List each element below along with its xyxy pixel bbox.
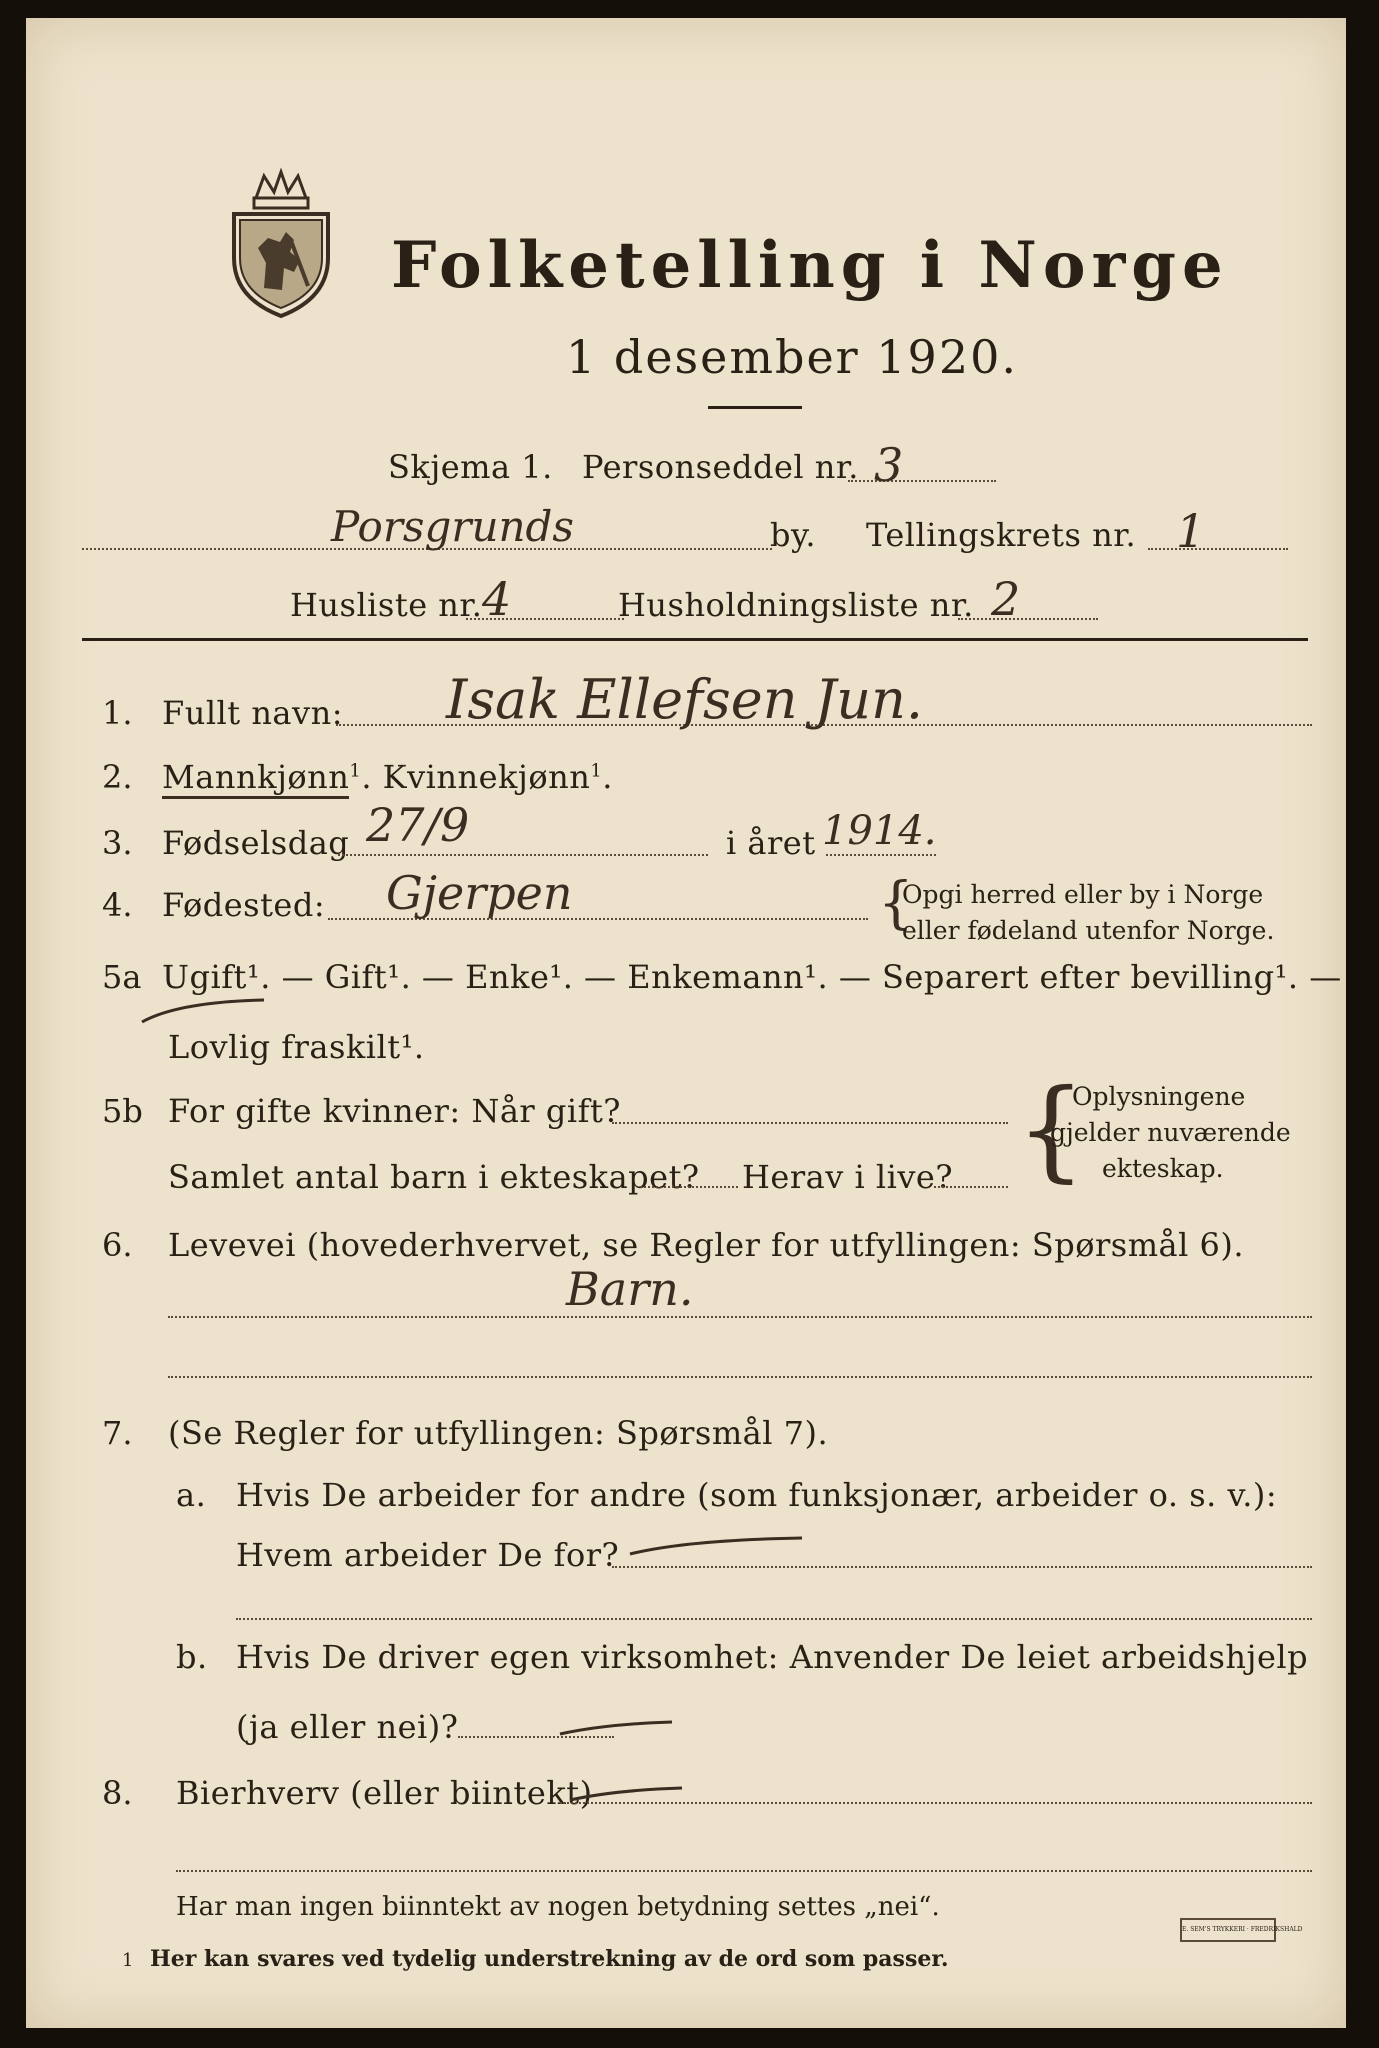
q7a-line2-extra [236, 1618, 1312, 1620]
q2-female-sup: 1 [590, 760, 603, 782]
q5a-number: 5a [102, 958, 142, 996]
census-form [26, 18, 1346, 2028]
q3-year-value: 1914. [822, 808, 937, 854]
q3-day-line [338, 854, 708, 856]
q4-note-line2: eller fødeland utenfor Norge. [902, 916, 1275, 945]
q4-value: Gjerpen [386, 866, 573, 920]
q1-label: Fullt navn: [162, 694, 343, 732]
q6-label: Levevei (hovederhvervet, se Regler for utfyllingen: Spørsmål 6). [168, 1226, 1245, 1264]
q5a-line1: Ugift¹. — Gift¹. — Enke¹. — Enkemann¹. — Separert efter bevilling¹. — [162, 958, 1342, 996]
q8-dash-mark [566, 1784, 686, 1804]
q5a-line2: Lovlig fraskilt¹. [168, 1028, 425, 1066]
husholdning-line [958, 618, 1098, 620]
q2-female-end: . [602, 758, 613, 796]
q7b-dash-mark [556, 1718, 676, 1738]
q2-male-option: Mannkjønn [162, 758, 349, 799]
q6-value: Barn. [566, 1262, 694, 1316]
q5b-note3: ekteskap. [1102, 1154, 1224, 1183]
footer-note: Har man ingen biinntekt av nogen betydning settes „nei“. [176, 1892, 940, 1922]
personseddel-value: 3 [874, 438, 904, 492]
q5b-line2b: Herav i live? [742, 1158, 954, 1196]
q8-number: 8. [102, 1774, 133, 1812]
footnote-text: Her kan svares ved tydelig understrekning av de ord som passer. [150, 1946, 949, 1972]
q4-brace: { [878, 871, 914, 936]
q5b-alive-line [934, 1186, 1008, 1188]
q2-male-sup: 1 [349, 760, 362, 782]
q5b-note1: Oplysningene [1072, 1082, 1246, 1111]
norwegian-coat-of-arms-icon [224, 168, 338, 318]
footnote-number: 1 [122, 1950, 134, 1971]
form-title: Folketelling i Norge [391, 228, 1229, 303]
q1-number: 1. [102, 694, 133, 732]
q4-note-line1: Opgi herred eller by i Norge [902, 880, 1264, 909]
q6-number: 6. [102, 1226, 133, 1264]
q8-label: Bierhverv (eller biintekt) [176, 1774, 593, 1812]
q6-line2 [168, 1376, 1312, 1378]
q1-value: Isak Ellefsen Jun. [446, 668, 924, 731]
printer-stamp: E. SEM'S TRYKKERI · FREDRIKSHALD [1180, 1918, 1276, 1942]
q5a-ugift-underline [138, 996, 268, 1026]
tellingskrets-line [1148, 548, 1288, 550]
q3-number: 3. [102, 824, 133, 862]
husholdning-label: Husholdningsliste nr. [618, 586, 974, 624]
personseddel-line [848, 480, 996, 482]
q8-line2 [176, 1870, 1312, 1872]
q3-label: Fødselsdag [162, 824, 350, 862]
title-divider [708, 406, 802, 409]
q5b-number: 5b [102, 1092, 143, 1130]
q2-female-option: Kvinnekjønn [382, 758, 591, 796]
schema-label: Skjema 1. [388, 448, 553, 486]
q7b-letter: b. [176, 1638, 208, 1676]
q3-year-line [826, 854, 936, 856]
q4-label: Fødested: [162, 886, 326, 924]
by-value: Porsgrunds [331, 502, 574, 551]
q5b-brace: { [1016, 1065, 1086, 1193]
q4-number: 4. [102, 886, 133, 924]
tellingskrets-label: Tellingskrets nr. [866, 516, 1137, 554]
q5b-line2a: Samlet antal barn i ekteskapet? [168, 1158, 700, 1196]
q2-male-end: . [361, 758, 372, 796]
q7a-dash-mark [626, 1532, 806, 1558]
q7b-line2: (ja eller nei)? [236, 1708, 459, 1746]
q7a-line1: Hvis De arbeider for andre (som funksjonær, arbeider o. s. v.): [236, 1476, 1278, 1514]
husliste-label: Husliste nr. [290, 586, 483, 624]
q2-number: 2. [102, 758, 133, 796]
q3-day-value: 27/9 [366, 798, 470, 852]
by-label: by. [770, 516, 816, 554]
header-divider [82, 638, 1308, 641]
q7b-line1: Hvis De driver egen virksomhet: Anvender De leiet arbeidshjelp [236, 1638, 1309, 1676]
husholdning-value: 2 [991, 572, 1021, 626]
personseddel-label: Personseddel nr. [582, 448, 859, 486]
q7a-line2: Hvem arbeider De for? [236, 1536, 620, 1574]
q6-line1 [168, 1316, 1312, 1318]
q5b-children-line [640, 1186, 738, 1188]
q7-number: 7. [102, 1414, 133, 1452]
tellingskrets-value: 1 [1176, 504, 1206, 558]
q7-label: (Se Regler for utfyllingen: Spørsmål 7). [168, 1414, 829, 1452]
q5b-when-line [612, 1122, 1008, 1124]
husliste-value: 4 [482, 572, 512, 626]
q5b-line1: For gifte kvinner: Når gift? [168, 1092, 621, 1130]
q2-options [162, 758, 613, 796]
q3-year-label: i året [726, 824, 816, 862]
q7a-employer-line [612, 1566, 1312, 1568]
q7a-letter: a. [176, 1476, 207, 1514]
census-date: 1 desember 1920. [566, 330, 1018, 384]
q5b-note2: gjelder nuværende [1050, 1118, 1291, 1147]
